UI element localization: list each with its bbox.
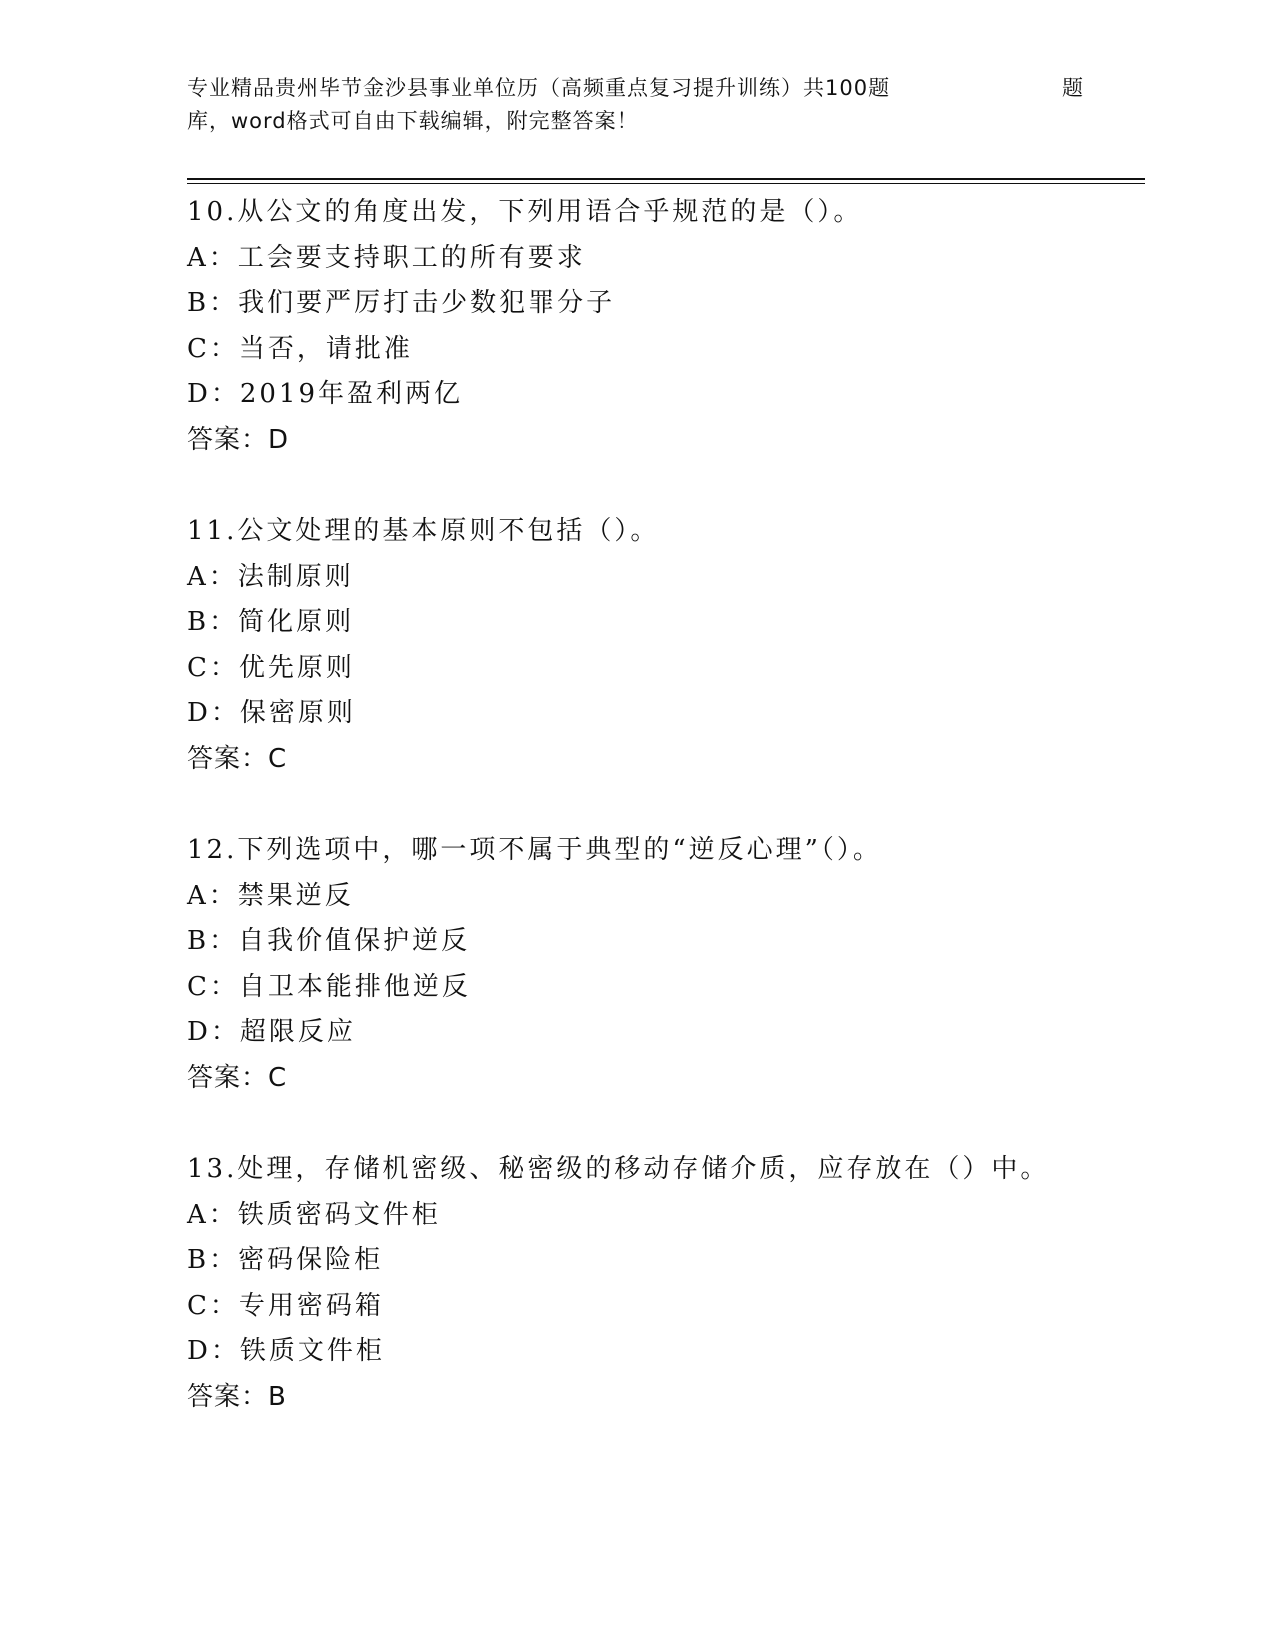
option-a: A：法制原则	[187, 561, 354, 592]
question-stem: 10.从公文的角度出发，下列用语合乎规范的是（）。	[187, 197, 863, 227]
option-c: C：当否，请批准	[187, 333, 413, 364]
option-d: D：铁质文件柜	[187, 1336, 385, 1366]
option-d: D：2019年盈利两亿	[187, 379, 464, 409]
option-a: A：铁质密码文件柜	[187, 1199, 441, 1230]
option-d: D：超限反应	[187, 1017, 356, 1047]
answer: 答案：B	[187, 1381, 287, 1412]
document-header	[187, 72, 1087, 138]
option-a: A：工会要支持职工的所有要求	[187, 242, 586, 273]
option-c: C：自卫本能排他逆反	[187, 971, 471, 1002]
question-13	[187, 1147, 1145, 1466]
option-c: C：专用密码箱	[187, 1290, 384, 1321]
answer: 答案：D	[187, 424, 290, 455]
answer: 答案：C	[187, 743, 288, 774]
header-divider-thin	[187, 183, 1145, 184]
question-list	[187, 190, 1145, 1466]
header-title-line-2: 库，word格式可自由下载编辑，附完整答案！	[187, 109, 639, 133]
option-a: A：禁果逆反	[187, 880, 354, 911]
question-11	[187, 509, 1145, 828]
header-divider-thick	[187, 178, 1145, 180]
header-title-tail: 题	[1062, 76, 1084, 100]
option-b: B：我们要严厉打击少数犯罪分子	[187, 288, 616, 318]
option-b: B：密码保险柜	[187, 1245, 384, 1275]
option-b: B：简化原则	[187, 607, 355, 637]
question-10	[187, 190, 1145, 509]
header-title-line-1: 专业精品贵州毕节金沙县事业单位历（高频重点复习提升训练）共100题	[187, 76, 891, 100]
option-d: D：保密原则	[187, 698, 356, 728]
question-stem: 11.公文处理的基本原则不包括（）。	[187, 516, 660, 546]
answer: 答案：C	[187, 1062, 288, 1093]
option-b: B：自我价值保护逆反	[187, 926, 471, 956]
option-c: C：优先原则	[187, 652, 355, 683]
question-12	[187, 828, 1145, 1147]
question-stem: 12.下列选项中，哪一项不属于典型的“逆反心理”（）。	[187, 835, 882, 865]
header-line-1	[187, 72, 1087, 105]
question-stem: 13.处理，存储机密级、秘密级的移动存储介质，应存放在（）中。	[187, 1154, 1050, 1184]
